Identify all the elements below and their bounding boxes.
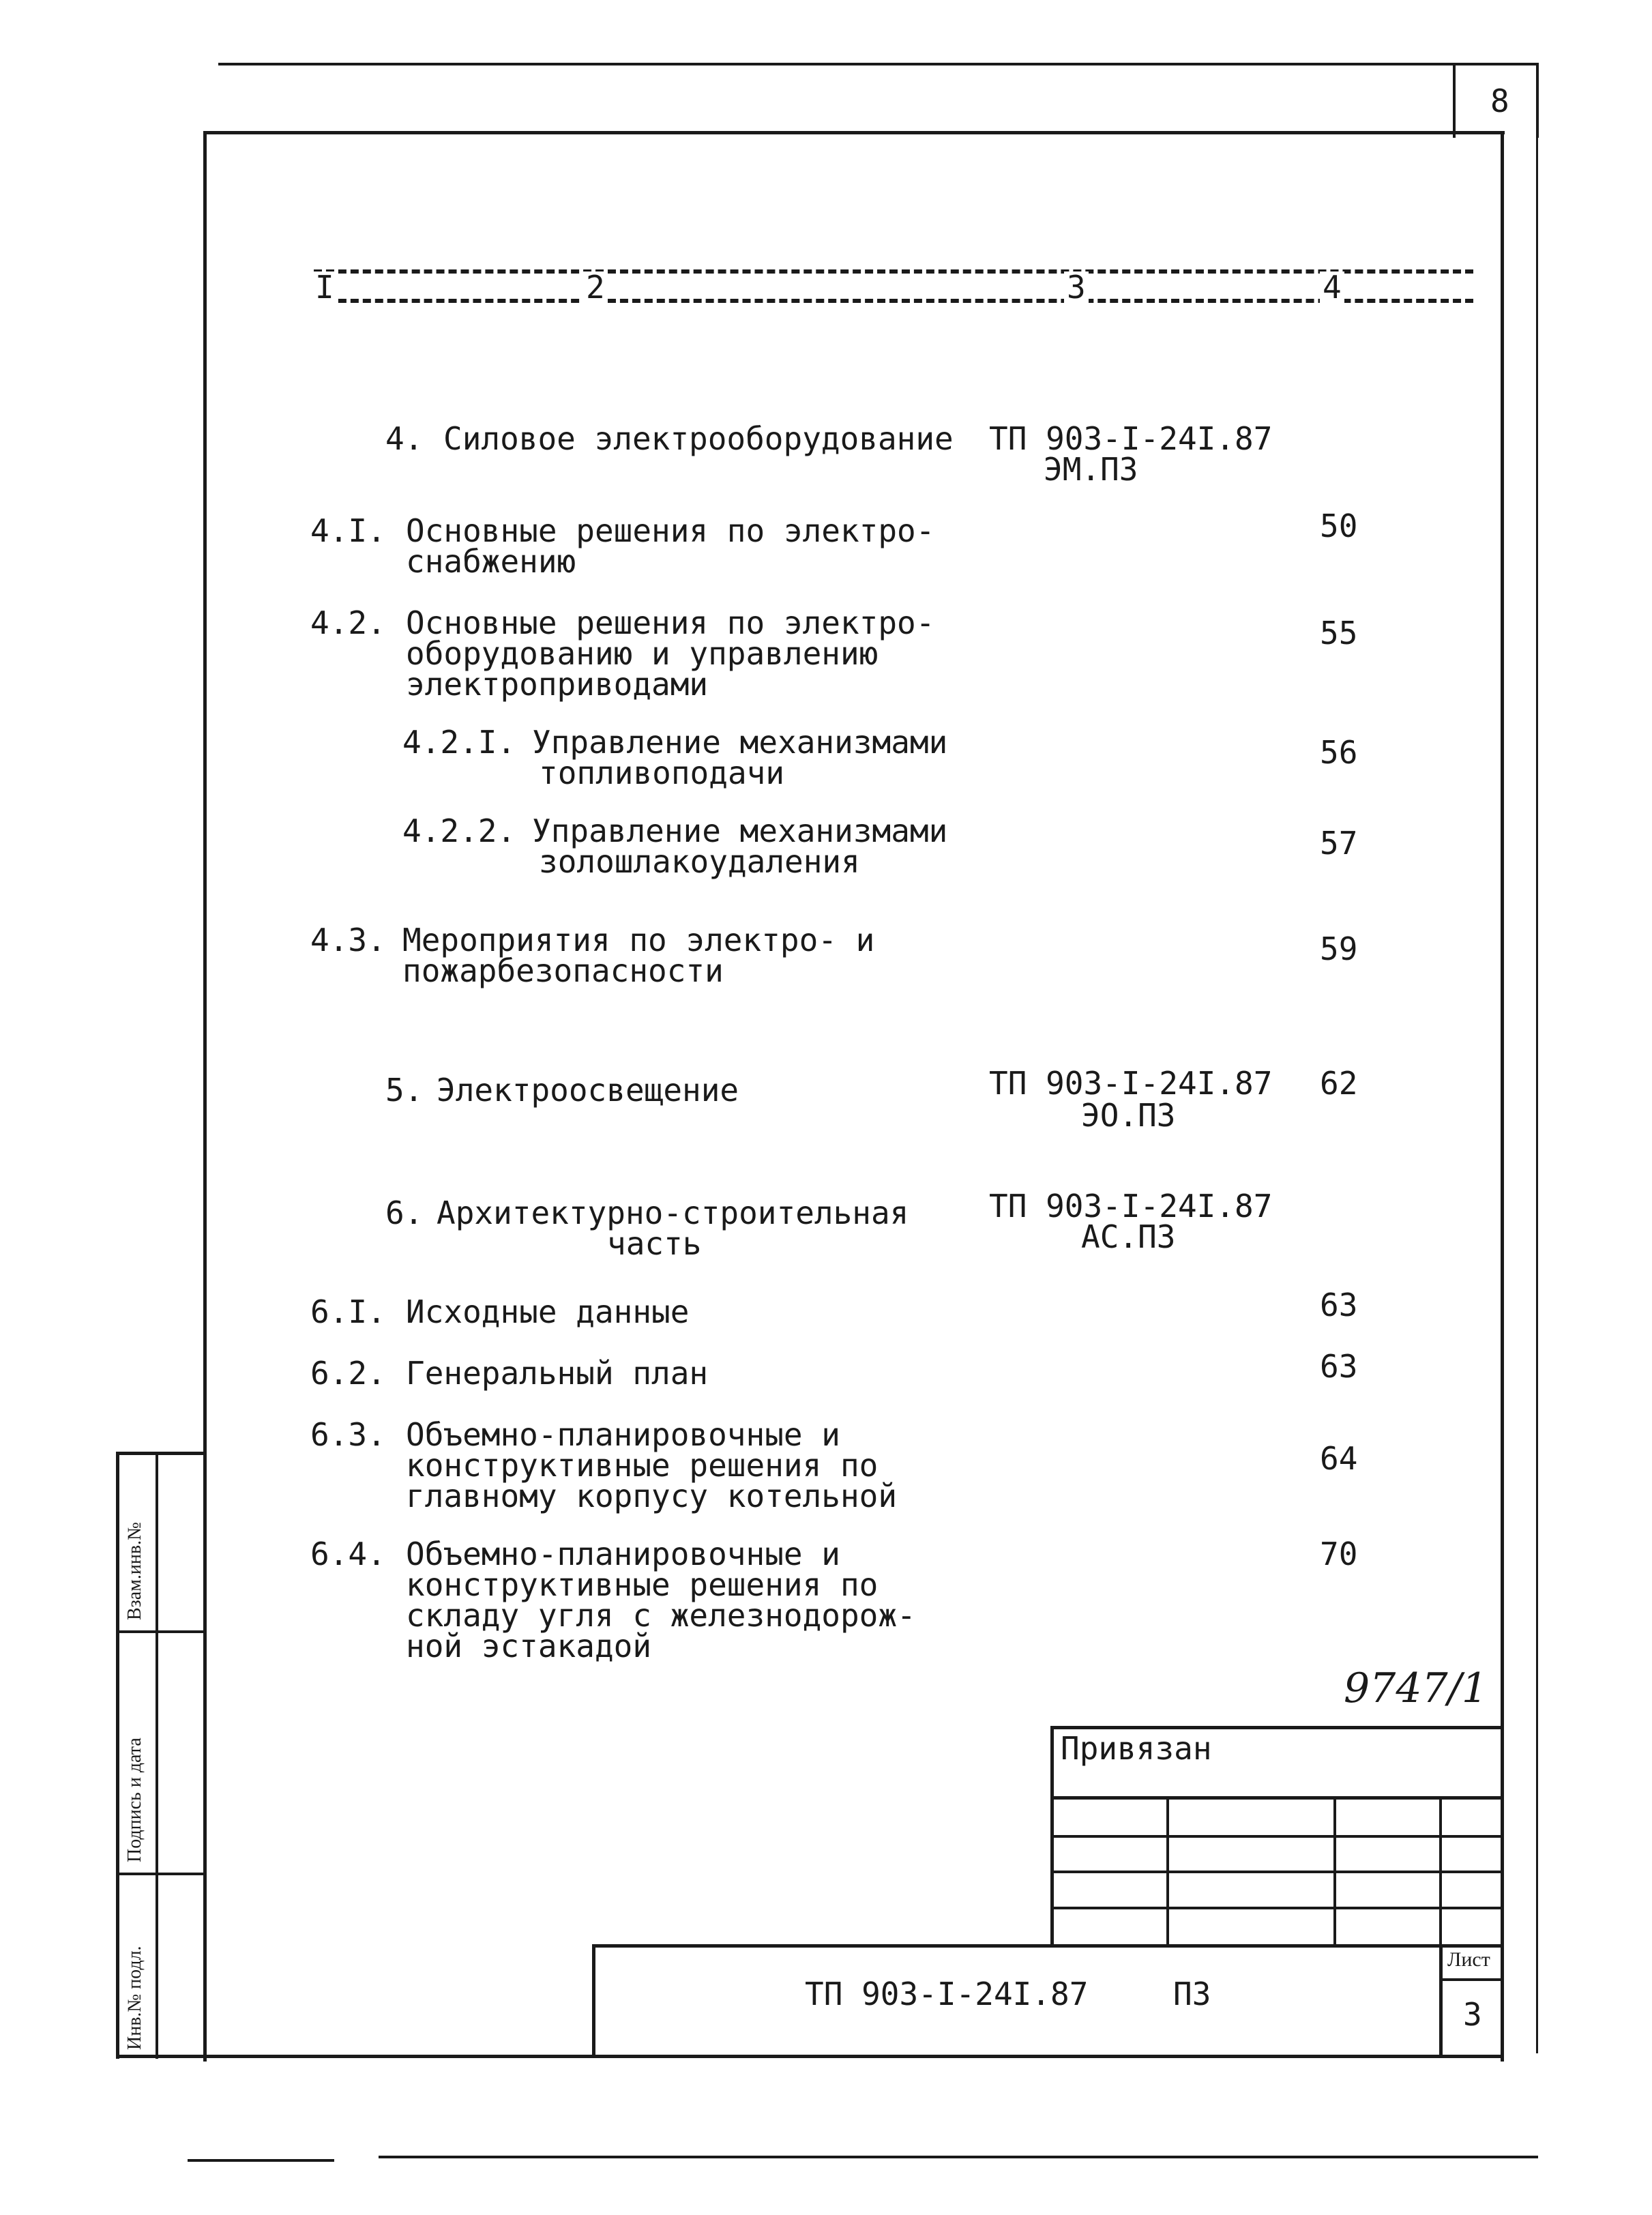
outer-right-edge xyxy=(1536,136,1538,2053)
entry-6-4-page: 70 xyxy=(1320,1536,1358,1572)
privyazan-col-1 xyxy=(1166,1796,1169,1948)
entry-6-1-title: Исходные данные xyxy=(406,1293,690,1330)
privyazan-row-1 xyxy=(1050,1796,1504,1800)
side-stamp-div-2 xyxy=(116,1873,205,1875)
entry-6-4-title-3: складу угля с железнодорож- xyxy=(406,1597,916,1634)
side-stamp-div-1 xyxy=(116,1630,205,1633)
entry-4-1-title-2: снабжению xyxy=(406,543,576,580)
entry-4-2-page: 55 xyxy=(1320,615,1358,651)
entry-6-3-title-2: конструктивные решения по xyxy=(406,1447,879,1484)
privyazan-row-4 xyxy=(1050,1907,1504,1909)
entry-6-ref-1: ТП 903-I-24I.87 xyxy=(989,1188,1273,1224)
privyazan-top xyxy=(1050,1726,1504,1729)
col-header-4: 4 xyxy=(1320,272,1344,303)
sheet-number: 3 xyxy=(1463,1996,1482,2033)
entry-6-2-num: 6.2. xyxy=(310,1355,386,1392)
entry-6-ref-2: АС.ПЗ xyxy=(1081,1218,1176,1255)
entry-5-title: Электроосвещение xyxy=(437,1072,739,1109)
title-block-left xyxy=(592,1944,595,2057)
entry-6-3-page: 64 xyxy=(1320,1440,1358,1477)
entry-4-2-2-title-2: золошлакоудаления xyxy=(539,843,860,880)
frame-right xyxy=(1501,131,1504,2062)
col-header-2: 2 xyxy=(583,272,608,303)
privyazan-row-2 xyxy=(1050,1835,1504,1838)
entry-4-1-page: 50 xyxy=(1320,508,1358,544)
privyazan-row-3 xyxy=(1050,1871,1504,1873)
entry-4-2-title-3: электроприводами xyxy=(406,666,709,703)
privyazan-col-2 xyxy=(1333,1796,1336,1948)
entry-5-ref-1: ТП 903-I-24I.87 xyxy=(989,1065,1273,1102)
entry-4-2-title-1: Основные решения по электро- xyxy=(406,604,935,641)
header-dash-line-2 xyxy=(314,299,1473,303)
entry-6-4-title-4: ной эстакадой xyxy=(406,1628,652,1664)
entry-4-ref-2: ЭМ.ПЗ xyxy=(1044,451,1138,488)
entry-6-title-1: Архитектурно-строительная xyxy=(437,1194,909,1231)
frame-left xyxy=(203,131,207,2062)
entry-5-num: 5. xyxy=(385,1072,424,1109)
cut-line-long xyxy=(379,2156,1538,2158)
entry-4-2-2-num: 4.2.2. xyxy=(402,812,516,849)
col-header-3: 3 xyxy=(1064,272,1089,303)
sheet-label: Лист xyxy=(1447,1948,1490,1971)
header-dash-line-1 xyxy=(314,269,1473,274)
entry-6-3-title-1: Объемно-планировочные и xyxy=(406,1416,840,1453)
title-block-top xyxy=(592,1944,1504,1948)
side-field-1: Взам.инв.№ xyxy=(124,1522,145,1620)
entry-6-1-page: 63 xyxy=(1320,1287,1358,1323)
entry-4-2-2-page: 57 xyxy=(1320,825,1358,862)
handwritten-note: 9747/1 xyxy=(1344,1664,1488,1712)
entry-6-4-title-2: конструктивные решения по xyxy=(406,1566,879,1603)
cut-line-short xyxy=(188,2159,334,2162)
page-number-box-right xyxy=(1536,63,1539,138)
entry-4-ref-1: ТП 903-I-24I.87 xyxy=(989,420,1273,457)
entry-6-title-2: часть xyxy=(607,1225,702,1262)
entry-5-ref-2: ЭО.ПЗ xyxy=(1081,1097,1176,1134)
entry-4-title: Силовое электрооборудование xyxy=(443,420,954,457)
sheet-cell-left xyxy=(1439,1944,1443,2057)
side-field-3: Инв.№ подл. xyxy=(124,1946,145,2050)
entry-6-2-title: Генеральный план xyxy=(406,1355,709,1392)
entry-4-2-1-num: 4.2.I. xyxy=(402,724,516,761)
entry-4-num: 4. xyxy=(385,420,424,457)
side-stamp-top xyxy=(116,1452,205,1455)
side-field-2: Подпись и дата xyxy=(124,1737,145,1862)
privyazan-label: Привязан xyxy=(1061,1730,1212,1767)
entry-6-3-num: 6.3. xyxy=(310,1416,386,1453)
entry-4-2-1-title-2: топливоподачи xyxy=(539,754,785,791)
entry-4-1-num: 4.I. xyxy=(310,512,386,549)
entry-6-num: 6. xyxy=(385,1194,424,1231)
side-stamp-mid xyxy=(156,1452,158,2059)
entry-6-2-page: 63 xyxy=(1320,1348,1358,1385)
entry-6-4-title-1: Объемно-планировочные и xyxy=(406,1536,840,1572)
entry-4-2-1-title-1: Управление механизмами xyxy=(532,724,948,761)
entry-4-2-num: 4.2. xyxy=(310,604,386,641)
entry-4-2-title-2: оборудованию и управлению xyxy=(406,635,879,672)
entry-6-1-num: 6.I. xyxy=(310,1293,386,1330)
frame-top xyxy=(203,131,1505,134)
side-stamp-left xyxy=(116,1452,119,2059)
entry-6-4-num: 6.4. xyxy=(310,1536,386,1572)
entry-4-1-title-1: Основные решения по электро- xyxy=(406,512,935,549)
sheet-cell-divider xyxy=(1439,1978,1504,1981)
col-header-1: I xyxy=(312,272,337,303)
top-rule xyxy=(218,63,1538,65)
privyazan-col-3 xyxy=(1439,1796,1442,1948)
entry-5-page: 62 xyxy=(1320,1065,1358,1102)
entry-4-3-num: 4.3. xyxy=(310,922,386,958)
frame-bottom xyxy=(116,2055,1504,2058)
entry-4-3-title-2: пожарбезопасности xyxy=(402,952,724,989)
entry-4-2-1-page: 56 xyxy=(1320,734,1358,771)
page-number-box-left xyxy=(1453,63,1456,138)
entry-6-3-title-3: главному корпусу котельной xyxy=(406,1478,898,1514)
entry-4-2-2-title-1: Управление механизмами xyxy=(532,812,948,849)
doc-suffix: ПЗ xyxy=(1173,1976,1211,2012)
entry-4-3-title-1: Мероприятия по электро- и xyxy=(402,922,875,958)
entry-4-3-page: 59 xyxy=(1320,930,1358,967)
doc-code: ТП 903-I-24I.87 xyxy=(805,1976,1089,2012)
page-number: 8 xyxy=(1490,83,1509,119)
